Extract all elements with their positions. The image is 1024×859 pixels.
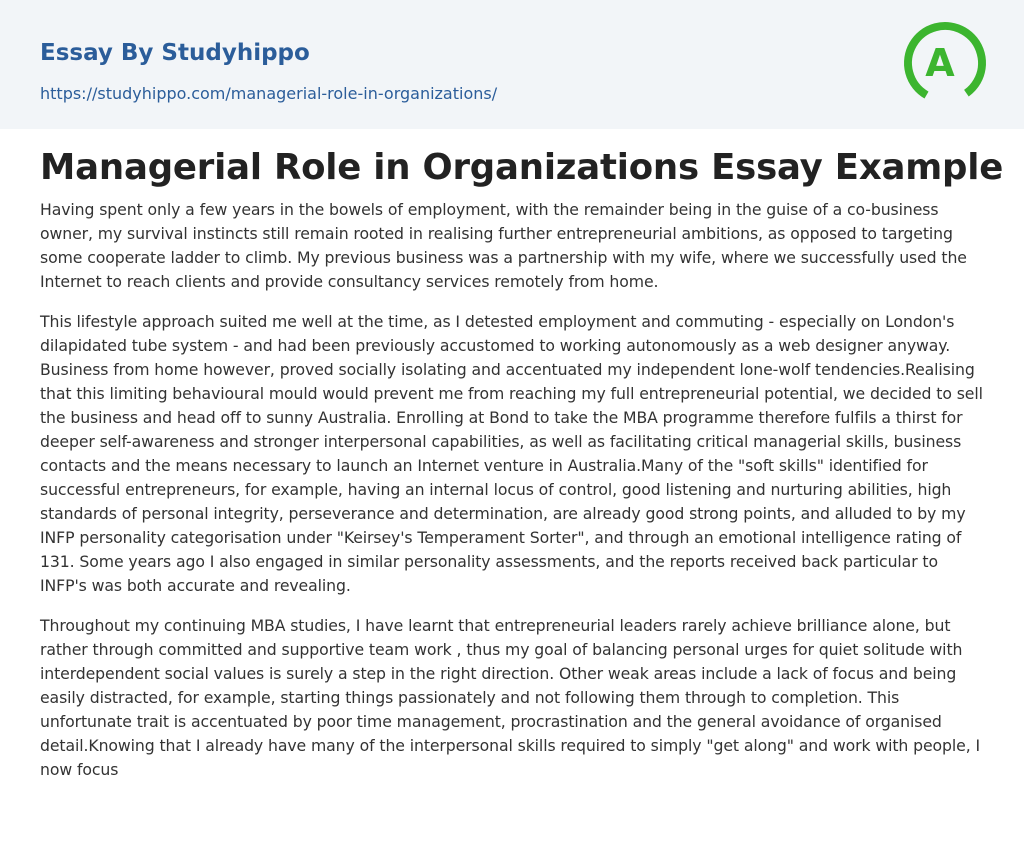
paragraph-3: Throughout my continuing MBA studies, I have learnt that entrepreneurial leaders rarely achieve brilliance alone, but rather through committed and supportive team work , thus my goal of balancing personal urges for quiet solitude with interdependent social values is surely a step in the right direction. Other weak areas include a lack of focus and being easily distracted, for example, starting things passionately and not following them through to completion. This unfortunate trait is accentuated by poor time management, procrastination and the general avoidance of organised detail.Knowing that I already have many of the interpersonal skills required to simply "get along" and work with people, I now focus: [40, 616, 980, 779]
page-title: Managerial Role in Organizations Essay Example: [40, 147, 1004, 188]
studyhippo-logo-icon[interactable]: [900, 18, 990, 108]
site-header: [0, 0, 1024, 129]
paragraph-1: Having spent only a few years in the bowels of employment, with the remainder being in the guise of a co-business owner, my survival instincts still remain rooted in realising further entrepreneurial ambitions, as opposed to targeting some cooperate ladder to climb. My previous business was a partnership with my wife, where we successfully used the Internet to reach clients and provide consultancy services remotely from home.: [40, 200, 967, 291]
page-url-link[interactable]: https://studyhippo.com/managerial-role-in-organizations/: [40, 84, 498, 103]
article: [40, 142, 1004, 782]
site-title[interactable]: Essay By Studyhippo: [40, 40, 310, 66]
paragraph-2: This lifestyle approach suited me well at the time, as I detested employment and commuting - especially on London's dilapidated tube system - and had been previously accustomed to working autonomously as a web designer anyway. Business from home however, proved socially isolating and accentuated my independent lone-wolf tendencies.Realising that this limiting behavioural mould would prevent me from reaching my full entrepreneurial potential, we decided to sell the business and head off to sunny Australia. Enrolling at Bond to take the MBA programme therefore fulfils a thirst for deeper self-awareness and stronger interpersonal capabilities, as well as facilitating critical managerial skills, business contacts and the means necessary to launch an Internet venture in Australia.Many of the "soft skills" identified for successful entrepreneurs, for example, having an internal locus of control, good listening and nurturing abilities, high standards of personal integrity, perseverance and determination, are already good strong points, and alluded to by my INFP personality categorisation under "Keirsey's Temperament Sorter", and through an emotional intelligence rating of 131. Some years ago I also engaged in similar personality assessments, and the reports received back particular to INFP's was both accurate and revealing.: [40, 312, 983, 595]
logo-letter: A: [925, 41, 955, 85]
